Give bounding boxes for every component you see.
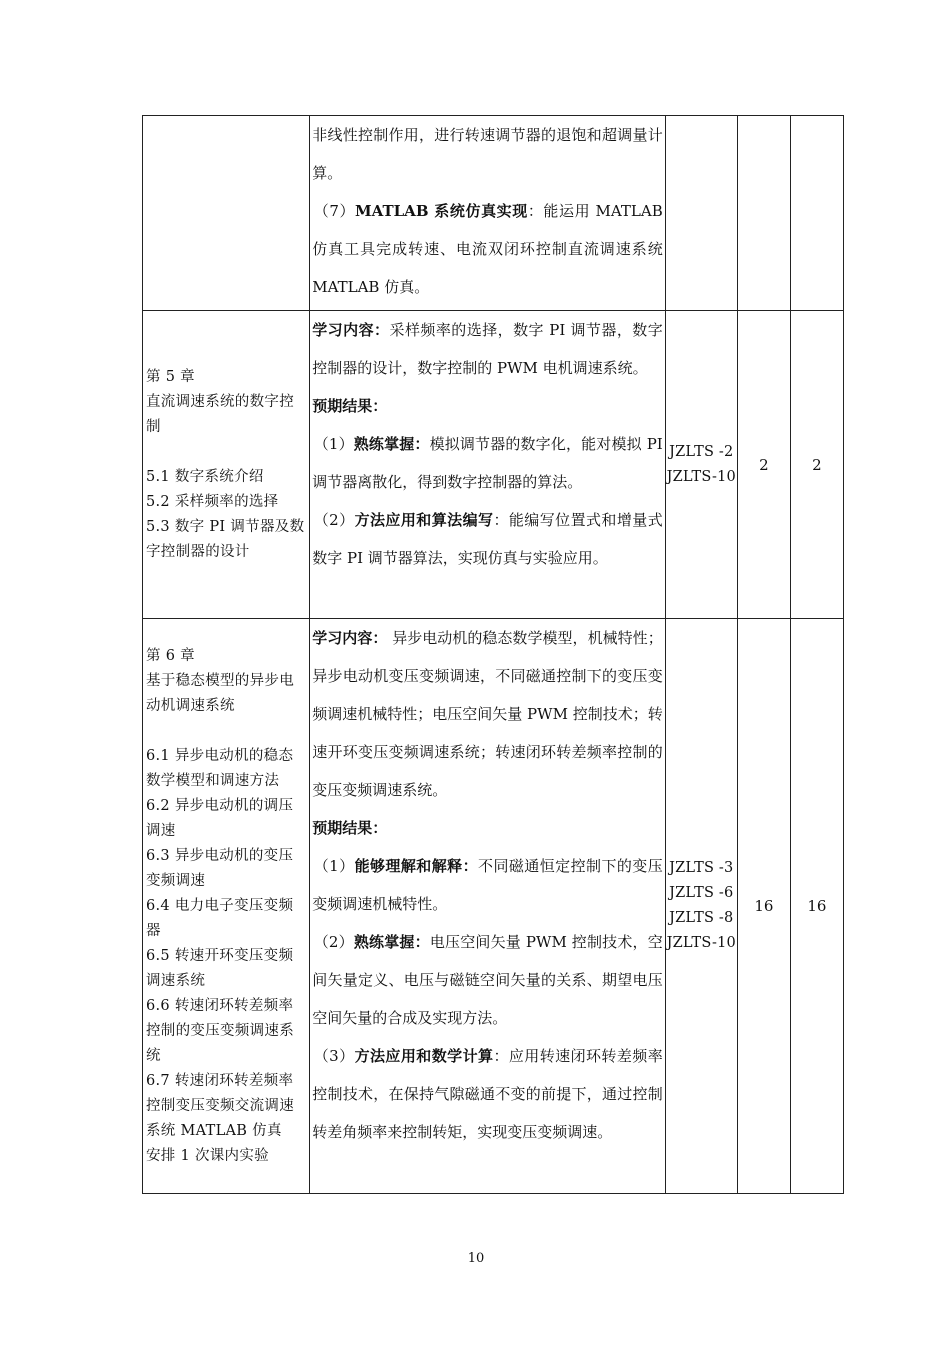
codes-cell [665,311,737,619]
content-item: （1）能够理解和解释：不同磁通恒定控制下的变压变频调速机械特性。 [312,857,663,913]
chapter-cell [143,311,310,619]
section-item: 安排 1 次课内实验 [146,1147,269,1164]
section-item: 6.3 异步电动机的变压变频调速 [146,847,294,889]
table-row [143,116,844,311]
chapter-cell-empty [143,116,310,311]
content-item: （3）方法应用和数学计算：应用转速闭环转差频率控制技术，在保持气隙磁通不变的前提下，通过控制转差角频率来控制转矩，实现变压变频调速。 [312,1047,663,1141]
table-row [143,619,844,1194]
content-item: （2）熟练掌握：电压空间矢量 PWM 控制技术，空间矢量定义、电压与磁链空间矢量的关系、期望电压空间矢量的合成及实现方法。 [312,933,663,1027]
code-item: JZLTS -6 [669,885,734,901]
hours-cell: 16 [790,619,843,1194]
section-item: 6.4 电力电子变压变频器 [146,897,294,939]
chapter-title: 直流调速系统的数字控制 [146,393,294,435]
chapter-title: 基于稳态模型的异步电动机调速系统 [146,672,294,714]
code-item: JZLTS-10 [666,468,736,485]
course-table [142,115,844,1194]
content-cell [310,619,666,1194]
content-item: （7）MATLAB 系统仿真实现：能运用 MATLAB 仿真工具完成转速、电流双闭环控制直流调速系统 MATLAB 仿真。 [312,202,663,296]
section-item: 6.7 转速闭环转差频率控制变压变频交流调速系统 MATLAB 仿真 [146,1072,294,1139]
expected-label: 预期结果： [312,397,388,415]
codes-cell [665,619,737,1194]
section-item: 5.2 采样频率的选择 [146,493,279,510]
code-item: JZLTS -3 [669,860,734,876]
content-item: （1）熟练掌握：模拟调节器的数字化，能对模拟 PI 调节器离散化，得到数字控制器的算法。 [312,435,663,491]
content-cell [310,116,666,311]
table-row [143,311,844,619]
content-paragraph: 非线性控制作用，进行转速调节器的退饱和超调量计算。 [312,126,663,182]
hours-cell: 16 [737,619,790,1194]
hours-cell: 2 [790,311,843,619]
code-item: JZLTS -2 [669,443,734,460]
section-item: 5.3 数字 PI 调节器及数字控制器的设计 [146,518,305,560]
learning-content: 学习内容： 异步电动机的稳态数学模型，机械特性；异步电动机变压变频调速，不同磁通控制下的变压变频调速机械特性；电压空间矢量 PWM 控制技术；转速开环变压变频调速系统；转速闭环转差频率控制的变压变频调速系统。 [312,629,663,799]
chapter-number: 第 6 章 [146,647,195,664]
code-item: JZLTS -8 [669,910,734,926]
chapter-cell [143,619,310,1194]
page-number: 10 [467,1251,485,1266]
hours-cell-empty [790,116,843,311]
content-cell [310,311,666,619]
learning-content: 学习内容：采样频率的选择，数字 PI 调节器，数字控制器的设计，数字控制的 PWM 电机调速系统。 [312,321,663,377]
hours-cell: 2 [737,311,790,619]
section-item: 6.1 异步电动机的稳态数学模型和调速方法 [146,747,294,789]
chapter-number: 第 5 章 [146,368,195,385]
section-item: 6.2 异步电动机的调压调速 [146,797,294,839]
expected-label: 预期结果： [312,819,388,837]
codes-cell-empty [665,116,737,311]
content-item: （2）方法应用和算法编写：能编写位置式和增量式数字 PI 调节器算法，实现仿真与实验应用。 [312,511,663,567]
hours-cell-empty [737,116,790,311]
section-item: 6.6 转速闭环转差频率控制的变压变频调速系统 [146,997,294,1064]
section-item: 6.5 转速开环变压变频调速系统 [146,947,294,989]
code-item: JZLTS-10 [666,935,736,951]
section-item: 5.1 数字系统介绍 [146,468,264,485]
